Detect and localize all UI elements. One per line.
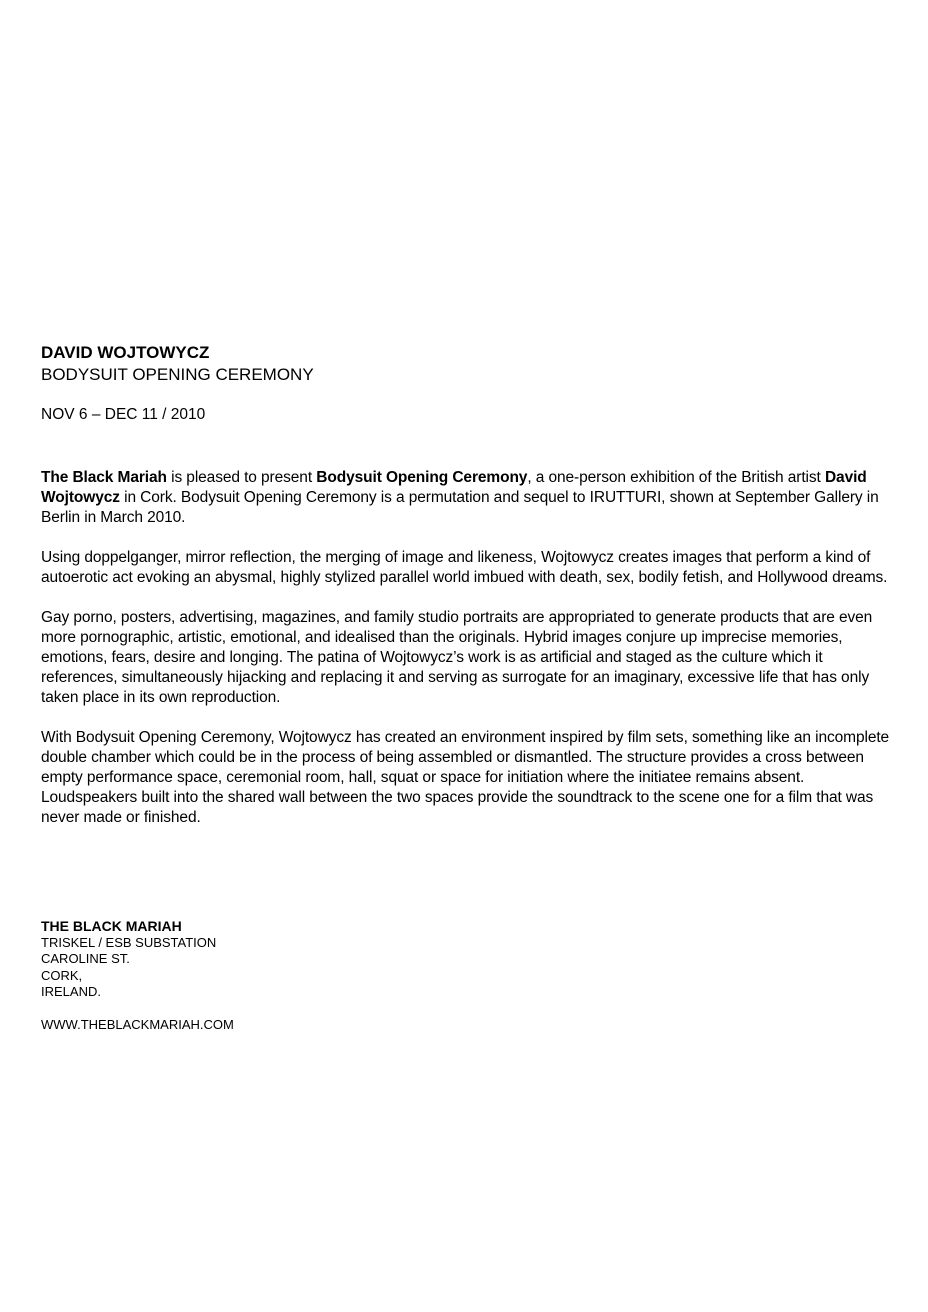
paragraph-appropriation: Gay porno, posters, advertising, magazines, and family studio portraits are appropriated to generate products that are even more pornographic, artistic, emotional, and idealised than the originals. Hybrid images conjure up imprecise memories, emotions, fears, desire and longing. The patina of Wojtowycz’s work is as artificial and staged as the culture which it references, simultaneously hijacking and replacing it and serving as surrogate for an imaginary, excessive life that has only taken place in its own reproduction. — [41, 609, 873, 706]
address-line: TRISKEL / ESB SUBSTATION — [41, 935, 217, 950]
intro-text-2: , a one-person exhibition of the British artist — [527, 469, 825, 486]
paragraph-doppelganger: Using doppelganger, mirror reflection, the merging of image and likeness, Wojtowycz creates images that perform a kind of autoerotic act evoking an abysmal, highly stylized parallel world imbued with death, sex, bodily fetish, and Hollywood dreams. — [41, 549, 888, 586]
paragraph-intro — [41, 468, 891, 528]
address-line: CAROLINE ST. — [41, 951, 130, 967]
address-line: IRELAND. — [41, 983, 101, 999]
venue-name-bold: The Black Mariah — [41, 469, 167, 486]
venue-contact-block — [41, 918, 234, 1033]
exhibition-title-bold: Bodysuit Opening Ceremony — [316, 469, 528, 486]
press-release-body — [41, 468, 891, 848]
artist-name-bold: David Wojtowycz — [41, 469, 867, 506]
paragraph-environment: With Bodysuit Opening Ceremony, Wojtowycz has created an environment inspired by film sets, something like an incomplete double chamber which could be in the process of being assembled or dismantled. The structure provides a cross between empty performance space, ceremonial room, hall, squat or space for initiation where the initiatee remains absent. Loudspeakers built into the shared wall between the two spaces provide the soundtrack to the scene one for a film that was never made or finished. — [41, 729, 890, 826]
exhibition-title: BODYSUIT OPENING CEREMONY — [41, 365, 314, 384]
artist-name: DAVID WOJTOWYCZ — [41, 343, 210, 362]
intro-text-1: is pleased to present — [166, 469, 317, 486]
exhibition-dates: NOV 6 – DEC 11 / 2010 — [41, 406, 206, 423]
address-line: CORK, — [41, 967, 83, 983]
footer-venue-name: THE BLACK MARIAH — [41, 918, 182, 934]
intro-text-3: in Cork. Bodysuit Opening Ceremony is a permutation and sequel to IRUTTURI, shown at September Gallery in Berlin in March 2010. — [41, 489, 879, 526]
website-link[interactable]: WWW.THEBLACKMARIAH.COM — [41, 1017, 234, 1033]
